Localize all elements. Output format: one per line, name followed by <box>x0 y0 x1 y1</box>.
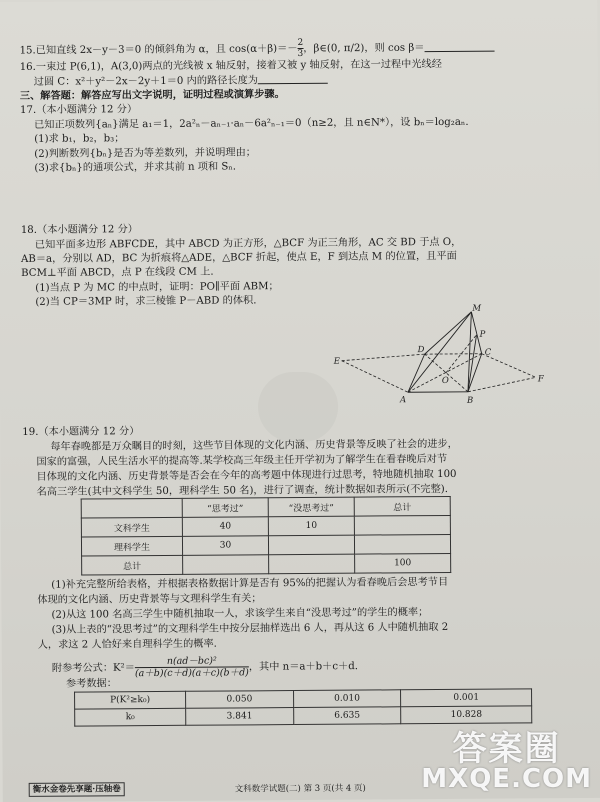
q15-interval: (0, π/2) <box>327 43 365 54</box>
formula-prefix: 附参考公式：K²＝ <box>52 663 135 675</box>
table-cell <box>268 535 354 555</box>
label-m: M <box>471 304 481 314</box>
q15-text-2: ，β∈ <box>303 43 327 54</box>
edge-ad <box>408 354 425 392</box>
q19-part-1b: 体现的文化内涵、历史背景等与文理科学生有关； <box>37 592 261 607</box>
table-cell: 40 <box>182 517 268 537</box>
label-d: D <box>417 345 425 355</box>
q18-line-1: 已知平面多边形 ABFCDE，其中 ABCD 为正方形，△BCF 为正三角形，AC 交 BD 于点 O， <box>35 236 462 252</box>
table-row <box>81 534 450 556</box>
answer-blank-16[interactable] <box>258 73 328 84</box>
formula-fraction <box>135 655 249 679</box>
q18-part-1: (1)当点 P 为 MC 的中点时，证明：PO∥平面 ABM； <box>35 280 279 295</box>
q17-part-3: (3)求{bₙ}的通项公式，并求其前 n 项和 Sₙ. <box>34 160 236 174</box>
label-p: P <box>479 330 486 340</box>
table-row <box>82 553 451 575</box>
q17-header: 17.（本小题满分 12 分） <box>20 103 137 117</box>
table-cell: 0.010 <box>293 690 401 708</box>
question-16 <box>34 73 328 89</box>
table-cell: 10 <box>268 516 354 536</box>
label-f: F <box>537 374 545 384</box>
label-a: A <box>399 395 406 405</box>
table-cell: 6.635 <box>293 707 401 725</box>
q17-line-1: 已知正项数列{aₙ}满足 a₁＝1，2a²ₙ－aₙ₋₁·aₙ－6a²ₙ₋₁＝0（n≥2，且 n∈N*），设 bₙ＝log₂aₙ. <box>34 116 469 132</box>
footer-brand: 衡水金卷先享题·压轴卷 <box>29 782 125 797</box>
q19-line-4: 名高三学生(其中文科学生 50，理科学生 50 名)，进行了调查，统计数据如表所示(不完整). <box>37 483 448 499</box>
reference-label: 参考数据： <box>66 677 117 690</box>
table-cell <box>183 555 269 575</box>
q19-line-3: 目体现的文化内涵、历史背景等是否会在今年的高考题中体现进行过思考，特地随机抽取 100 <box>36 468 456 484</box>
table-cell: 文科学生 <box>81 517 182 537</box>
formula-suffix: ，其中 n＝a＋b＋c＋d. <box>249 661 358 673</box>
geometry-figure <box>329 303 560 415</box>
table-cell: 10.828 <box>401 706 532 724</box>
survey-table <box>81 496 452 576</box>
label-c: C <box>485 348 492 358</box>
q18-header: 18.（本小题满分 12 分） <box>21 223 138 237</box>
label-b: B <box>466 396 473 406</box>
q18-line-3: BCM⊥平面 ABCD，点 P 在线段 CM 上. <box>21 266 214 280</box>
table-cell <box>354 534 450 554</box>
q19-part-3b: 人，求这 2 人恰好来自理科学生的概率. <box>38 638 217 652</box>
table-header-cell: “没思考过” <box>268 497 354 517</box>
table-header-cell <box>81 498 182 518</box>
edge-ed <box>342 354 425 361</box>
table-cell <box>269 554 355 574</box>
formula-line <box>52 655 358 680</box>
formula-denominator: (a＋b)(c＋d)(a＋c)(b＋d) <box>135 667 249 679</box>
table-cell: P(K²≥k₀) <box>75 691 186 709</box>
table-cell: 100 <box>355 553 451 573</box>
answer-blank-15[interactable] <box>424 40 494 51</box>
q18-line-2: AB＝a，分别以 AD，BC 为折痕将△ADE，△BCF 折起，使点 E，F 到达点 M 的位置，且平面 <box>21 250 457 266</box>
table-row <box>81 515 450 537</box>
q19-header: 19.（本小题满分 12 分） <box>22 425 139 439</box>
label-e: E <box>333 357 341 367</box>
footer-page-info: 文科数学试题(二) 第 3 页(共 4 页) <box>235 782 366 795</box>
watermark-title: 答案圈 <box>421 721 592 770</box>
q16-line-1: 16.一束过 P(6,1)，A(3,0)两点的光线被 x 轴反射，接着又被 y 轴反射，在这一过程中光线经 <box>20 58 442 74</box>
q16-line-2: 过圆 C：x²＋y²－2x－2y＋1＝0 内的路径长度为 <box>34 75 258 88</box>
q15-text: 15. <box>20 45 36 56</box>
q15-text-3: ，则 cos β＝ <box>364 43 424 54</box>
table-cell: k₀ <box>75 708 186 726</box>
q15-frac-den: 3 <box>298 49 304 59</box>
q19-part-1a: (1)补充完整所给表格，并根据表格数据计算是否有 95%的把握认为看春晚后会思考节目 <box>51 576 448 592</box>
table-cell: 0.001 <box>401 689 532 707</box>
edge-bf <box>468 377 536 391</box>
footer-left <box>29 782 125 795</box>
table-cell: 总计 <box>82 555 183 575</box>
table-cell <box>354 515 450 535</box>
formula-numerator: n(ad－bc)² <box>135 655 249 668</box>
q17-part-1: (1)求 b₁，b₂，b₃； <box>34 132 124 146</box>
edge-bc <box>468 354 482 392</box>
q15-frac-num: 2 <box>297 38 303 49</box>
q19-line-2: 国家的富强，人民生活水平的提高等.某学校高三年级主任开学初为了解学生在看春晚后对节 <box>36 453 447 469</box>
q19-part-3a: (3)从上表的“没思考过”的文理科学生中按分层抽样选出 6 人，再从这 6 人中随机抽取 2 <box>52 621 449 637</box>
q19-line-1: 每年春晚都是万众瞩目的时刻，这些节目体现的文化内涵、历史背景等反映了社会的进步， <box>50 438 458 454</box>
page-smudge <box>258 372 338 443</box>
label-o: O <box>442 376 449 386</box>
section-title: 三、解答题：解答应写出文字说明，证明过程或演算步骤。 <box>20 88 285 103</box>
q19-part-2: (2)从这 100 名高三学生中随机抽取一人，求该学生来自“没思考过”的学生的概率； <box>51 606 428 622</box>
edge-ea <box>342 360 408 392</box>
table-header-cell: “思考过” <box>182 498 268 518</box>
table-cell: 3.841 <box>186 708 294 726</box>
table-cell: 理科学生 <box>81 536 182 556</box>
watermark <box>421 721 592 794</box>
table-header-row <box>81 496 450 518</box>
q15-text-1: 已知直线 2x－y－3＝0 的倾斜角为 α，且 cos(α＋β)＝－ <box>36 44 298 57</box>
table-cell: 30 <box>182 536 268 556</box>
q17-part-2: (2)判断数列{bₙ}是否为等差数列，并说明理由； <box>34 146 256 161</box>
table-cell: 0.050 <box>186 691 294 709</box>
watermark-url: MXQE.COM <box>421 764 592 794</box>
q18-part-2: (2)当 CP＝3MP 时，求三棱锥 P－ABD 的体积. <box>35 294 256 309</box>
edge-dm <box>424 312 471 354</box>
table-header-cell: 总计 <box>354 496 450 516</box>
